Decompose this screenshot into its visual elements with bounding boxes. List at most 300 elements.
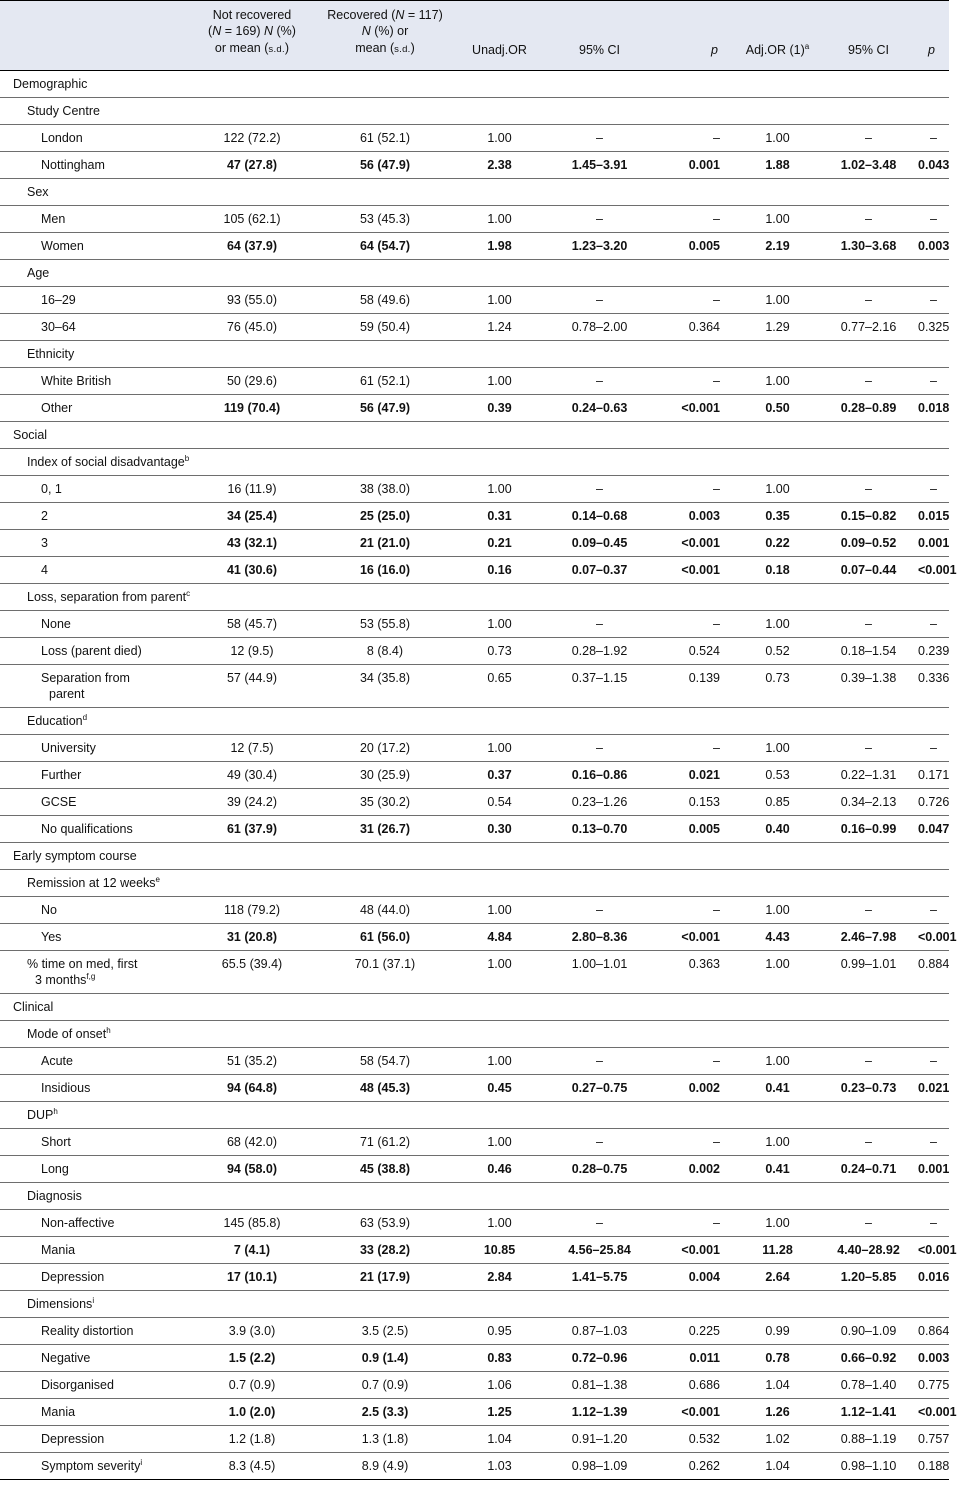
header-p-adjusted: p — [914, 1, 949, 71]
cell-ci-adjusted: – — [823, 125, 914, 152]
cell-ci-unadjusted: 0.78–2.00 — [546, 314, 653, 341]
row-label: Early symptom course — [0, 843, 949, 870]
cell-p-adjusted: 0.726 — [914, 789, 949, 816]
cell-unadj-or: 0.30 — [453, 816, 546, 843]
row-label: Mania — [0, 1237, 187, 1264]
cell-unadj-or: 1.00 — [453, 206, 546, 233]
cell-p-unadjusted: 0.153 — [653, 789, 732, 816]
cell-ci-unadjusted: – — [546, 1129, 653, 1156]
cell-adj-or: 0.52 — [732, 638, 823, 665]
cell-unadj-or: 1.00 — [453, 1210, 546, 1237]
cell-unadj-or: 1.00 — [453, 951, 546, 994]
cell-not-recovered: 16 (11.9) — [187, 476, 317, 503]
table-row — [0, 152, 949, 179]
table-row — [0, 287, 949, 314]
row-label: Dimensions$^i$ — [0, 1291, 949, 1318]
cell-adj-or: 11.28 — [732, 1237, 823, 1264]
cell-p-adjusted: – — [914, 368, 949, 395]
table-row — [0, 557, 949, 584]
cell-p-adjusted: 0.775 — [914, 1372, 949, 1399]
cell-ci-adjusted: 0.09–0.52 — [823, 530, 914, 557]
cell-recovered: 20 (17.2) — [317, 735, 453, 762]
cell-recovered: 31 (26.7) — [317, 816, 453, 843]
cell-unadj-or: 1.00 — [453, 287, 546, 314]
cell-not-recovered: 61 (37.9) — [187, 816, 317, 843]
row-label: Social — [0, 422, 949, 449]
row-label: 2 — [0, 503, 187, 530]
cell-p-adjusted: – — [914, 611, 949, 638]
cell-ci-adjusted: 0.88–1.19 — [823, 1426, 914, 1453]
group-row — [0, 584, 949, 611]
cell-adj-or: 1.00 — [732, 368, 823, 395]
cell-p-unadjusted: <0.001 — [653, 1237, 732, 1264]
table-row — [0, 395, 949, 422]
cell-adj-or: 1.00 — [732, 1048, 823, 1075]
group-row — [0, 1291, 949, 1318]
cell-p-adjusted: 0.047 — [914, 816, 949, 843]
cell-ci-adjusted: 0.28–0.89 — [823, 395, 914, 422]
cell-not-recovered: 105 (62.1) — [187, 206, 317, 233]
row-label: Demographic — [0, 71, 949, 98]
cell-ci-unadjusted: 0.14–0.68 — [546, 503, 653, 530]
cell-unadj-or: 1.24 — [453, 314, 546, 341]
cell-p-adjusted: 0.864 — [914, 1318, 949, 1345]
cell-unadj-or: 1.06 — [453, 1372, 546, 1399]
cell-p-adjusted: 0.239 — [914, 638, 949, 665]
cell-recovered: 8 (8.4) — [317, 638, 453, 665]
table-row — [0, 1453, 949, 1480]
table-row — [0, 233, 949, 260]
cell-recovered: 61 (52.1) — [317, 368, 453, 395]
cell-ci-adjusted: – — [823, 611, 914, 638]
cell-not-recovered: 58 (45.7) — [187, 611, 317, 638]
cell-adj-or: 1.88 — [732, 152, 823, 179]
cell-unadj-or: 1.00 — [453, 125, 546, 152]
cell-p-unadjusted: 0.011 — [653, 1345, 732, 1372]
cell-not-recovered: 76 (45.0) — [187, 314, 317, 341]
cell-p-adjusted: – — [914, 125, 949, 152]
cell-not-recovered: 65.5 (39.4) — [187, 951, 317, 994]
cell-adj-or: 0.22 — [732, 530, 823, 557]
cell-p-unadjusted: – — [653, 206, 732, 233]
row-label: Remission at 12 weeks$^e$ — [0, 870, 949, 897]
cell-recovered: 58 (49.6) — [317, 287, 453, 314]
cell-ci-adjusted: – — [823, 897, 914, 924]
row-label: Disorganised — [0, 1372, 187, 1399]
cell-p-adjusted: 0.003 — [914, 233, 949, 260]
section-row — [0, 422, 949, 449]
cell-adj-or: 1.00 — [732, 897, 823, 924]
cell-p-adjusted: 0.016 — [914, 1264, 949, 1291]
cell-p-adjusted: 0.001 — [914, 1156, 949, 1183]
cell-ci-adjusted: 0.78–1.40 — [823, 1372, 914, 1399]
row-label: Mode of onset$^h$ — [0, 1021, 949, 1048]
cell-p-unadjusted: 0.524 — [653, 638, 732, 665]
cell-recovered: 71 (61.2) — [317, 1129, 453, 1156]
cell-p-unadjusted: – — [653, 735, 732, 762]
cell-not-recovered: 1.5 (2.2) — [187, 1345, 317, 1372]
cell-p-unadjusted: 0.002 — [653, 1156, 732, 1183]
cell-ci-unadjusted: 1.41–5.75 — [546, 1264, 653, 1291]
cell-not-recovered: 93 (55.0) — [187, 287, 317, 314]
cell-p-unadjusted: – — [653, 897, 732, 924]
cell-ci-unadjusted: 0.91–1.20 — [546, 1426, 653, 1453]
cell-recovered: 59 (50.4) — [317, 314, 453, 341]
cell-recovered: 0.7 (0.9) — [317, 1372, 453, 1399]
row-label: 3 — [0, 530, 187, 557]
header-ci-unadjusted: 95% CI — [546, 1, 653, 71]
cell-recovered: 53 (45.3) — [317, 206, 453, 233]
table-row — [0, 206, 949, 233]
cell-p-adjusted: 0.015 — [914, 503, 949, 530]
cell-unadj-or: 0.46 — [453, 1156, 546, 1183]
cell-not-recovered: 50 (29.6) — [187, 368, 317, 395]
table-row — [0, 1264, 949, 1291]
cell-p-unadjusted: 0.005 — [653, 816, 732, 843]
cell-p-adjusted: – — [914, 1048, 949, 1075]
table-row — [0, 735, 949, 762]
cell-p-adjusted: – — [914, 287, 949, 314]
cell-unadj-or: 1.00 — [453, 476, 546, 503]
cell-ci-unadjusted: 1.45–3.91 — [546, 152, 653, 179]
row-label: White British — [0, 368, 187, 395]
cell-p-unadjusted: 0.139 — [653, 665, 732, 708]
cell-adj-or: 1.29 — [732, 314, 823, 341]
table-row — [0, 368, 949, 395]
cell-ci-adjusted: 0.90–1.09 — [823, 1318, 914, 1345]
row-label: Depression — [0, 1426, 187, 1453]
group-row — [0, 449, 949, 476]
cell-ci-adjusted: – — [823, 1048, 914, 1075]
cell-adj-or: 0.40 — [732, 816, 823, 843]
cell-p-adjusted: 0.757 — [914, 1426, 949, 1453]
cell-p-adjusted: 0.018 — [914, 395, 949, 422]
cell-unadj-or: 1.04 — [453, 1426, 546, 1453]
cell-ci-adjusted: 0.07–0.44 — [823, 557, 914, 584]
table-row — [0, 611, 949, 638]
group-row — [0, 708, 949, 735]
row-label: Nottingham — [0, 152, 187, 179]
cell-p-unadjusted: 0.021 — [653, 762, 732, 789]
table-row — [0, 1075, 949, 1102]
cell-not-recovered: 39 (24.2) — [187, 789, 317, 816]
cell-not-recovered: 47 (27.8) — [187, 152, 317, 179]
cell-ci-unadjusted: – — [546, 897, 653, 924]
cell-p-unadjusted: 0.225 — [653, 1318, 732, 1345]
cell-adj-or: 0.53 — [732, 762, 823, 789]
cell-not-recovered: 12 (7.5) — [187, 735, 317, 762]
cell-ci-adjusted: 0.16–0.99 — [823, 816, 914, 843]
row-label: Separation from parent — [0, 665, 187, 708]
cell-not-recovered: 94 (58.0) — [187, 1156, 317, 1183]
cell-ci-unadjusted: – — [546, 1210, 653, 1237]
cell-not-recovered: 12 (9.5) — [187, 638, 317, 665]
row-label: 16–29 — [0, 287, 187, 314]
cell-unadj-or: 2.84 — [453, 1264, 546, 1291]
cell-not-recovered: 34 (25.4) — [187, 503, 317, 530]
cell-ci-unadjusted: 0.07–0.37 — [546, 557, 653, 584]
cell-ci-unadjusted: 0.98–1.09 — [546, 1453, 653, 1480]
table-row — [0, 314, 949, 341]
cell-p-adjusted: – — [914, 897, 949, 924]
cell-adj-or: 2.64 — [732, 1264, 823, 1291]
table-row — [0, 951, 949, 994]
row-label: Further — [0, 762, 187, 789]
row-label: London — [0, 125, 187, 152]
cell-recovered: 25 (25.0) — [317, 503, 453, 530]
row-label: No — [0, 897, 187, 924]
cell-unadj-or: 0.54 — [453, 789, 546, 816]
cell-recovered: 64 (54.7) — [317, 233, 453, 260]
cell-recovered: 30 (25.9) — [317, 762, 453, 789]
row-label: Yes — [0, 924, 187, 951]
cell-p-unadjusted: <0.001 — [653, 557, 732, 584]
group-row — [0, 1183, 949, 1210]
cell-adj-or: 0.18 — [732, 557, 823, 584]
cell-ci-adjusted: 0.77–2.16 — [823, 314, 914, 341]
cell-recovered: 16 (16.0) — [317, 557, 453, 584]
cell-unadj-or: 0.95 — [453, 1318, 546, 1345]
row-label: Mania — [0, 1399, 187, 1426]
table-row — [0, 638, 949, 665]
cell-ci-unadjusted: – — [546, 735, 653, 762]
cell-ci-unadjusted: – — [546, 1048, 653, 1075]
header-unadj-or: Unadj.OR — [453, 1, 546, 71]
cell-ci-unadjusted: 0.16–0.86 — [546, 762, 653, 789]
cell-ci-unadjusted: 0.23–1.26 — [546, 789, 653, 816]
cell-adj-or: 1.00 — [732, 476, 823, 503]
cell-p-unadjusted: 0.002 — [653, 1075, 732, 1102]
cell-p-unadjusted: – — [653, 287, 732, 314]
cell-adj-or: 0.85 — [732, 789, 823, 816]
row-label: Reality distortion — [0, 1318, 187, 1345]
cell-p-adjusted: – — [914, 206, 949, 233]
row-label: Short — [0, 1129, 187, 1156]
cell-p-adjusted: – — [914, 1210, 949, 1237]
row-label: Age — [0, 260, 949, 287]
cell-ci-unadjusted: 1.12–1.39 — [546, 1399, 653, 1426]
cell-p-unadjusted: 0.003 — [653, 503, 732, 530]
row-label: Insidious — [0, 1075, 187, 1102]
cell-unadj-or: 10.85 — [453, 1237, 546, 1264]
cell-p-unadjusted: <0.001 — [653, 395, 732, 422]
table-row — [0, 924, 949, 951]
cell-ci-adjusted: 1.30–3.68 — [823, 233, 914, 260]
cell-ci-adjusted: – — [823, 735, 914, 762]
table-row — [0, 1345, 949, 1372]
table-row — [0, 1156, 949, 1183]
cell-not-recovered: 68 (42.0) — [187, 1129, 317, 1156]
cell-adj-or: 0.50 — [732, 395, 823, 422]
cell-recovered: 56 (47.9) — [317, 152, 453, 179]
row-label: Study Centre — [0, 98, 949, 125]
cell-recovered: 58 (54.7) — [317, 1048, 453, 1075]
cell-not-recovered: 1.0 (2.0) — [187, 1399, 317, 1426]
cell-ci-adjusted: – — [823, 206, 914, 233]
cell-not-recovered: 31 (20.8) — [187, 924, 317, 951]
cell-ci-unadjusted: 0.09–0.45 — [546, 530, 653, 557]
cell-p-adjusted: 0.003 — [914, 1345, 949, 1372]
cell-recovered: 70.1 (37.1) — [317, 951, 453, 994]
row-label: GCSE — [0, 789, 187, 816]
cell-ci-unadjusted: 0.87–1.03 — [546, 1318, 653, 1345]
table-row — [0, 1048, 949, 1075]
cell-adj-or: 0.73 — [732, 665, 823, 708]
cell-not-recovered: 43 (32.1) — [187, 530, 317, 557]
cell-ci-unadjusted: 0.28–0.75 — [546, 1156, 653, 1183]
cell-ci-adjusted: 0.15–0.82 — [823, 503, 914, 530]
row-label: Diagnosis — [0, 1183, 949, 1210]
cell-adj-or: 0.78 — [732, 1345, 823, 1372]
cell-ci-unadjusted: 1.23–3.20 — [546, 233, 653, 260]
table-row — [0, 762, 949, 789]
cell-p-unadjusted: <0.001 — [653, 530, 732, 557]
header-p-unadjusted: p — [653, 1, 732, 71]
table-row — [0, 816, 949, 843]
table-row — [0, 1399, 949, 1426]
cell-p-adjusted: <0.001 — [914, 924, 949, 951]
cell-p-adjusted: <0.001 — [914, 1237, 949, 1264]
cell-unadj-or: 2.38 — [453, 152, 546, 179]
cell-p-unadjusted: 0.363 — [653, 951, 732, 994]
cell-not-recovered: 64 (37.9) — [187, 233, 317, 260]
row-label: 30–64 — [0, 314, 187, 341]
cell-unadj-or: 1.98 — [453, 233, 546, 260]
cell-ci-unadjusted: 2.80–8.36 — [546, 924, 653, 951]
cell-ci-unadjusted: – — [546, 206, 653, 233]
table-row — [0, 665, 949, 708]
group-row — [0, 260, 949, 287]
cell-p-unadjusted: 0.262 — [653, 1453, 732, 1480]
cell-recovered: 1.3 (1.8) — [317, 1426, 453, 1453]
table-row — [0, 1237, 949, 1264]
cell-adj-or: 2.19 — [732, 233, 823, 260]
cell-recovered: 61 (56.0) — [317, 924, 453, 951]
header-label — [0, 1, 187, 71]
cell-not-recovered: 118 (79.2) — [187, 897, 317, 924]
cell-unadj-or: 1.00 — [453, 611, 546, 638]
cell-unadj-or: 1.00 — [453, 1129, 546, 1156]
row-label: Loss (parent died) — [0, 638, 187, 665]
table-row — [0, 789, 949, 816]
cell-ci-adjusted: 0.22–1.31 — [823, 762, 914, 789]
cell-unadj-or: 0.31 — [453, 503, 546, 530]
cell-unadj-or: 0.65 — [453, 665, 546, 708]
table-row — [0, 1372, 949, 1399]
cell-adj-or: 1.00 — [732, 735, 823, 762]
row-label: None — [0, 611, 187, 638]
cell-unadj-or: 0.83 — [453, 1345, 546, 1372]
row-label: Acute — [0, 1048, 187, 1075]
table-row — [0, 1318, 949, 1345]
cell-recovered: 33 (28.2) — [317, 1237, 453, 1264]
group-row — [0, 98, 949, 125]
row-label: Ethnicity — [0, 341, 949, 368]
cell-adj-or: 1.26 — [732, 1399, 823, 1426]
row-label: Non-affective — [0, 1210, 187, 1237]
cell-p-unadjusted: 0.364 — [653, 314, 732, 341]
row-label: Long — [0, 1156, 187, 1183]
header-not-recovered: Not recovered (N = 169) N (%) or mean (s.d.) — [187, 1, 317, 71]
row-label: No qualifications — [0, 816, 187, 843]
section-row — [0, 843, 949, 870]
cell-p-unadjusted: – — [653, 125, 732, 152]
table-row — [0, 125, 949, 152]
table-row — [0, 1210, 949, 1237]
cell-adj-or: 1.00 — [732, 206, 823, 233]
cell-adj-or: 0.35 — [732, 503, 823, 530]
table-row — [0, 530, 949, 557]
cell-recovered: 56 (47.9) — [317, 395, 453, 422]
header-ci-adjusted: 95% CI — [823, 1, 914, 71]
cell-ci-adjusted: 1.02–3.48 — [823, 152, 914, 179]
cell-not-recovered: 7 (4.1) — [187, 1237, 317, 1264]
cell-not-recovered: 0.7 (0.9) — [187, 1372, 317, 1399]
cell-not-recovered: 49 (30.4) — [187, 762, 317, 789]
cell-ci-adjusted: 0.24–0.71 — [823, 1156, 914, 1183]
cell-ci-unadjusted: 0.37–1.15 — [546, 665, 653, 708]
row-label: Other — [0, 395, 187, 422]
cell-not-recovered: 3.9 (3.0) — [187, 1318, 317, 1345]
cell-p-adjusted: 0.188 — [914, 1453, 949, 1480]
cell-p-unadjusted: 0.001 — [653, 152, 732, 179]
cell-adj-or: 0.99 — [732, 1318, 823, 1345]
cell-recovered: 48 (45.3) — [317, 1075, 453, 1102]
cell-ci-adjusted: 0.99–1.01 — [823, 951, 914, 994]
cell-p-unadjusted: – — [653, 368, 732, 395]
cell-p-unadjusted: 0.686 — [653, 1372, 732, 1399]
cell-ci-adjusted: – — [823, 1129, 914, 1156]
cell-unadj-or: 0.21 — [453, 530, 546, 557]
cell-recovered: 3.5 (2.5) — [317, 1318, 453, 1345]
cell-ci-adjusted: 0.23–0.73 — [823, 1075, 914, 1102]
cell-adj-or: 4.43 — [732, 924, 823, 951]
cell-ci-adjusted: – — [823, 1210, 914, 1237]
cell-adj-or: 1.00 — [732, 1129, 823, 1156]
cell-adj-or: 1.00 — [732, 125, 823, 152]
cell-ci-unadjusted: 0.24–0.63 — [546, 395, 653, 422]
cell-unadj-or: 1.00 — [453, 368, 546, 395]
row-label: 4 — [0, 557, 187, 584]
row-label: 0, 1 — [0, 476, 187, 503]
cell-ci-unadjusted: – — [546, 368, 653, 395]
cell-not-recovered: 94 (64.8) — [187, 1075, 317, 1102]
cell-unadj-or: 1.03 — [453, 1453, 546, 1480]
cell-adj-or: 1.04 — [732, 1453, 823, 1480]
group-row — [0, 179, 949, 206]
cell-adj-or: 1.00 — [732, 1210, 823, 1237]
cell-not-recovered: 119 (70.4) — [187, 395, 317, 422]
cell-ci-adjusted: – — [823, 476, 914, 503]
cell-ci-adjusted: 4.40–28.92 — [823, 1237, 914, 1264]
table-row — [0, 476, 949, 503]
cell-ci-unadjusted: 0.28–1.92 — [546, 638, 653, 665]
cell-ci-adjusted: 0.66–0.92 — [823, 1345, 914, 1372]
cell-recovered: 35 (30.2) — [317, 789, 453, 816]
row-label: DUP$^h$ — [0, 1102, 949, 1129]
cell-not-recovered: 57 (44.9) — [187, 665, 317, 708]
cell-p-adjusted: <0.001 — [914, 1399, 949, 1426]
cell-ci-adjusted: 1.20–5.85 — [823, 1264, 914, 1291]
cell-ci-unadjusted: 0.13–0.70 — [546, 816, 653, 843]
cell-p-adjusted: 0.001 — [914, 530, 949, 557]
cell-recovered: 45 (38.8) — [317, 1156, 453, 1183]
cell-adj-or: 0.41 — [732, 1156, 823, 1183]
cell-p-unadjusted: – — [653, 611, 732, 638]
row-label: Index of social disadvantage$^b$ — [0, 449, 949, 476]
cell-adj-or: 1.00 — [732, 951, 823, 994]
row-label: Negative — [0, 1345, 187, 1372]
